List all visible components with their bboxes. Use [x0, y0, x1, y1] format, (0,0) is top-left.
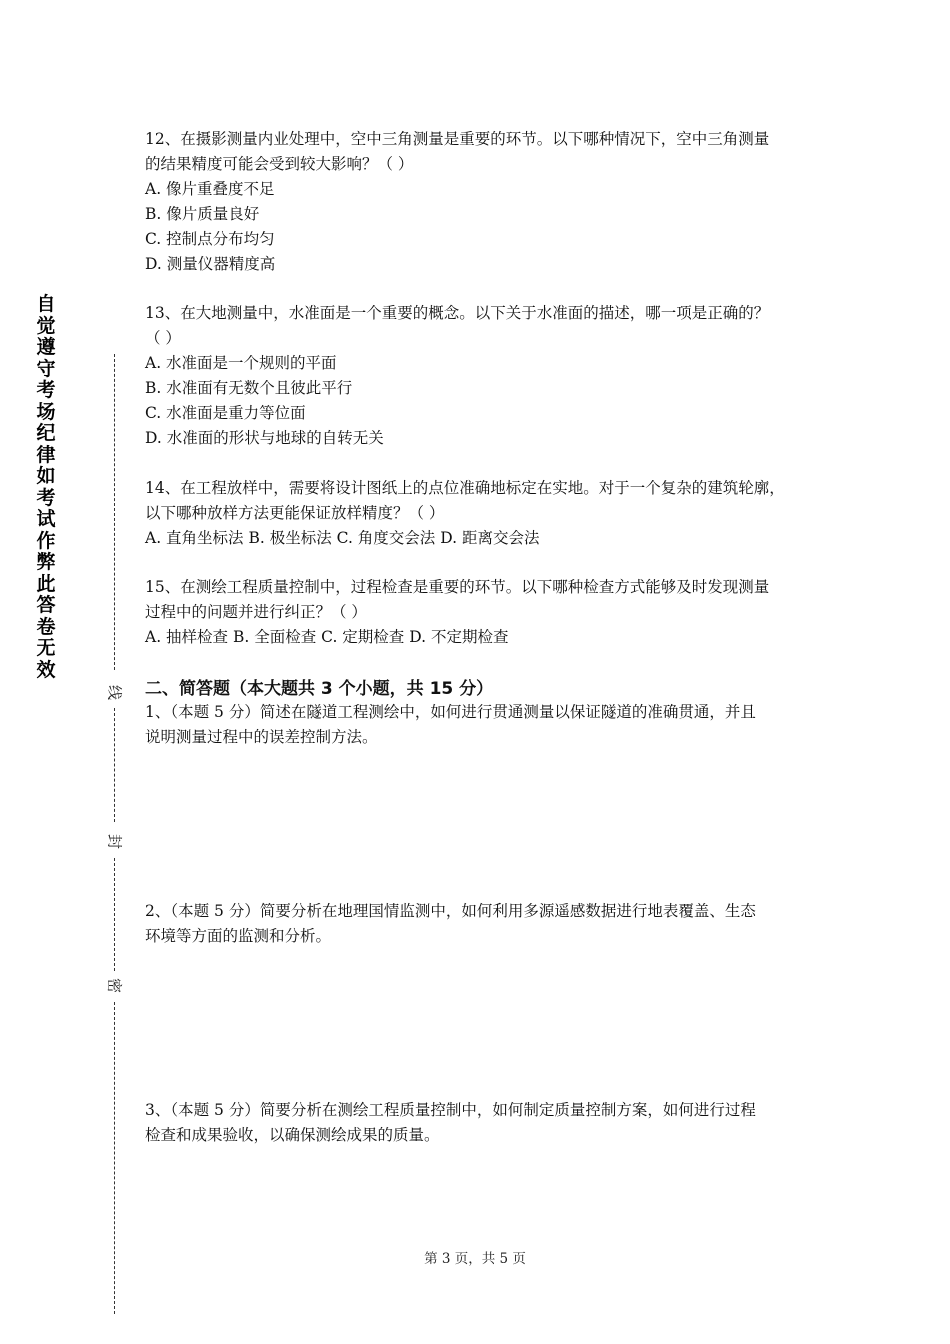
q12-option-a: A. 像片重叠度不足: [145, 180, 275, 198]
sa2-line2: 环境等方面的监测和分析。: [145, 927, 332, 945]
q14-stem-line2: 以下哪种放样方法更能保证放样精度？（ ）: [145, 504, 445, 522]
q12-stem-line1: 12、在摄影测量内业处理中，空中三角测量是重要的环节。以下哪种情况下，空中三角测量: [145, 130, 770, 148]
exam-discipline-warning: 自觉遵守考场纪律如考试作弊此答卷无效: [36, 293, 56, 681]
q12-option-b: B. 像片质量良好: [145, 205, 260, 223]
q14-stem-line1: 14、在工程放样中，需要将设计图纸上的点位准确地标定在实地。对于一个复杂的建筑轮廓，: [145, 479, 785, 497]
binding-char-xian: 线: [105, 684, 124, 700]
q13-option-b: B. 水准面有无数个且彼此平行: [145, 379, 353, 397]
binding-line-bottom: [114, 1002, 115, 1314]
sa1-line2: 说明测量过程中的误差控制方法。: [145, 728, 378, 746]
q13-option-a: A. 水准面是一个规则的平面: [145, 354, 337, 372]
sa1-line1: 1、（本题 5 分）简述在隧道工程测绘中，如何进行贯通测量以保证隧道的准确贯通，并且: [145, 703, 756, 721]
binding-line-mid1: [114, 708, 115, 822]
q13-option-c: C. 水准面是重力等位面: [145, 404, 306, 422]
q13-stem-line1: 13、在大地测量中，水准面是一个重要的概念。以下关于水准面的描述，哪一项是正确的？: [145, 304, 770, 322]
q15-options: A. 抽样检查 B. 全面检查 C. 定期检查 D. 不定期检查: [145, 628, 509, 646]
q12-option-c: C. 控制点分布均匀: [145, 230, 275, 248]
binding-char-mi: 密: [105, 977, 124, 993]
q14-options: A. 直角坐标法 B. 极坐标法 C. 角度交会法 D. 距离交会法: [145, 529, 540, 547]
q12-option-d: D. 测量仪器精度高: [145, 255, 276, 273]
sa3-line1: 3、（本题 5 分）简要分析在测绘工程质量控制中，如何制定质量控制方案，如何进行过程: [145, 1101, 756, 1119]
section2-title: 二、简答题（本大题共 3 个小题，共 15 分）: [145, 679, 494, 699]
page-number: 第 3 页，共 5 页: [424, 1251, 526, 1267]
q15-stem-line2: 过程中的问题并进行纠正？（ ）: [145, 603, 367, 621]
binding-line-mid2: [114, 858, 115, 971]
q13-option-d: D. 水准面的形状与地球的自转无关: [145, 429, 384, 447]
q13-stem-line2: （ ）: [145, 329, 181, 347]
binding-line-top: [114, 354, 115, 670]
q15-stem-line1: 15、在测绘工程质量控制中，过程检查是重要的环节。以下哪种检查方式能够及时发现测量: [145, 578, 770, 596]
q12-stem-line2: 的结果精度可能会受到较大影响？（ ）: [145, 155, 414, 173]
sa2-line1: 2、（本题 5 分）简要分析在地理国情监测中，如何利用多源遥感数据进行地表覆盖、生态: [145, 902, 756, 920]
binding-char-feng: 封: [105, 833, 124, 849]
sa3-line2: 检查和成果验收，以确保测绘成果的质量。: [145, 1126, 440, 1144]
